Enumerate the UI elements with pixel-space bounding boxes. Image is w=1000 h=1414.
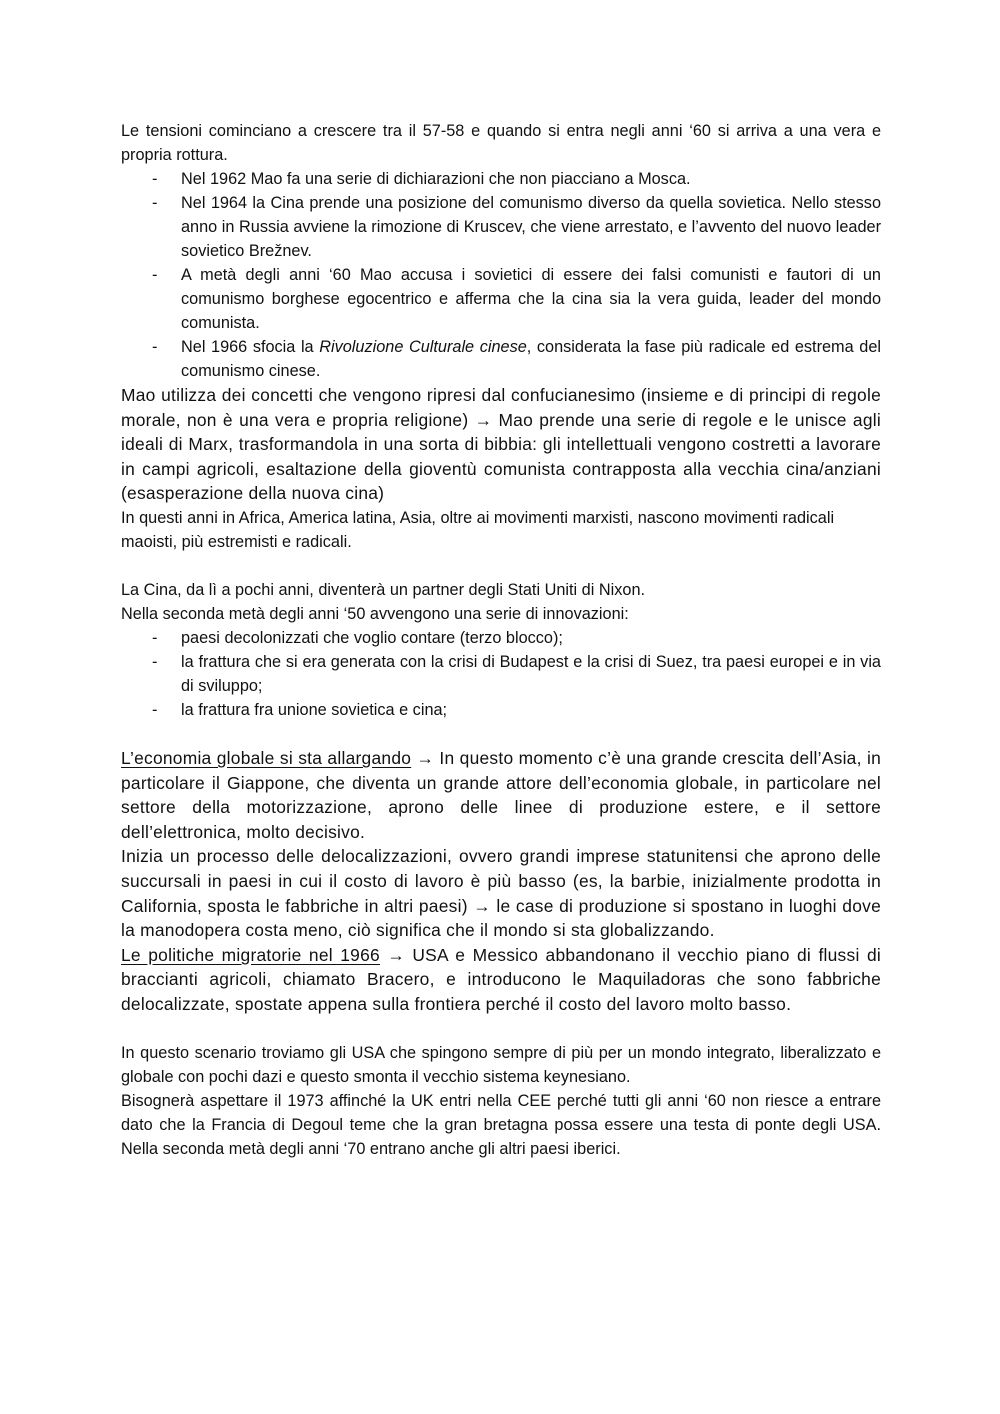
list-item	[121, 191, 881, 263]
rupture-list	[121, 167, 881, 383]
list-item	[121, 263, 881, 335]
movements-paragraph: In questi anni in Africa, America latina, Asia, oltre ai movimenti marxisti, nascono movimenti radicali maoisti, più estremisti e radicali.	[121, 508, 835, 551]
list-item-text: , considerata la fase più radicale ed estrema del comunismo cinese.	[181, 338, 881, 380]
brezhnev-name: Brežnev.	[248, 242, 312, 260]
list-item	[121, 626, 881, 650]
list-item-text: la frattura che si era generata con la crisi di Budapest e la crisi di Suez, tra paesi europei e in via di sviluppo;	[181, 652, 881, 695]
innovations-list	[121, 626, 881, 722]
migration-heading: Le politiche migratorie nel 1966	[121, 944, 380, 965]
list-item	[121, 650, 881, 698]
economy-paragraph	[121, 746, 881, 844]
list-item-text: Nel 1964 la Cina prende una posizione del comunismo diverso da quella sovietica. Nello stesso anno in Russia avviene la rimozione di Kruscev, che viene arrestato, e l’avvento del nuovo leader sovietico	[181, 194, 881, 260]
cultural-revolution-italic: Rivoluzione Culturale cinese	[319, 338, 527, 356]
list-item-text: Nel 1966 sfocia la	[181, 338, 320, 356]
economy-heading: L’economia globale si sta allargando	[121, 747, 412, 768]
china-partner-paragraph: La Cina, da lì a pochi anni, diventerà un partner degli Stati Uniti di Nixon.	[121, 580, 646, 599]
spacer	[121, 1017, 881, 1041]
innovations-intro: Nella seconda metà degli anni ‘50 avvengono una serie di innovazioni:	[121, 604, 629, 623]
delocalization-paragraph: Inizia un processo delle delocalizzazioni, ovvero grandi imprese statunitensi che aprono delle succursali in paesi in cui il costo di lavoro è più basso (es, la barbie, inizialmente prodotta in California, sposta le fabbriche in altri paesi) → le case di produzione si spostano in luoghi dove la manodopera costa meno, ciò significa che il mondo si sta globalizzando.	[121, 846, 881, 941]
spacer	[121, 722, 881, 746]
list-item-text: paesi decolonizzati che voglio contare (terzo blocco);	[181, 628, 563, 647]
list-item	[121, 335, 881, 383]
list-item	[121, 698, 881, 722]
uk-paragraph: Bisognerà aspettare il 1973 affinché la UK entri nella CEE perché tutti gli anni ‘60 non riesce a entrare dato che la Francia di Degoul teme che la gran bretagna possa essere una testa di ponte degli USA. Nella seconda metà degli anni ‘70 entrano anche gli altri paesi iberici.	[121, 1091, 881, 1158]
economy-text: → In questo momento c’è una grande crescita dell’Asia, in particolare il Giappone, che diventa un grande attore dell’economia globale, in particolare nel settore della motorizzazione, aprono delle linee di produzione estere, e il settore dell’elettronica, molto decisivo.	[121, 747, 881, 842]
list-item	[121, 167, 881, 191]
migration-paragraph	[121, 943, 881, 1017]
intro-paragraph: Le tensioni cominciano a crescere tra il 57-58 e quando si entra negli anni ‘60 si arriva a una vera e propria rottura.	[121, 122, 881, 164]
list-item-text: A metà degli anni ‘60 Mao accusa i sovietici di essere dei falsi comunisti e fautori di un comunismo borghese egocentrico e afferma che la cina sia la vera guida, leader del mondo comunista.	[181, 266, 881, 332]
list-item-text: la frattura fra unione sovietica e cina;	[181, 700, 448, 719]
list-item-text: Nel 1962 Mao fa una serie di dichiarazioni che non piacciano a Mosca.	[181, 170, 691, 188]
usa-paragraph: In questo scenario troviamo gli USA che spingono sempre di più per un mondo integrato, liberalizzato e globale con pochi dazi e questo smonta il vecchio sistema keynesiano.	[121, 1043, 881, 1086]
mao-paragraph: Mao utilizza dei concetti che vengono ripresi dal confucianesimo (insieme e di principi di regole morale, non è una vera e propria religione) → Mao prende una serie di regole e le unisce agli ideali di Marx, trasformandola in una sorta di bibbia: gli intellettuali vengono costretti a lavorare in campi agricoli, esaltazione della gioventù comunista contrapposta alla vecchia cina/anziani (esasperazione della nuova cina)	[121, 385, 881, 504]
document-page	[121, 119, 881, 1161]
spacer	[121, 554, 881, 578]
migration-text: → USA e Messico abbandonano il vecchio piano di flussi di braccianti agricoli, chiamato Bracero, e introducono le Maquiladoras che sono fabbriche delocalizzate, spostate appena sulla frontiera perché il costo del lavoro molto basso.	[121, 944, 881, 1014]
